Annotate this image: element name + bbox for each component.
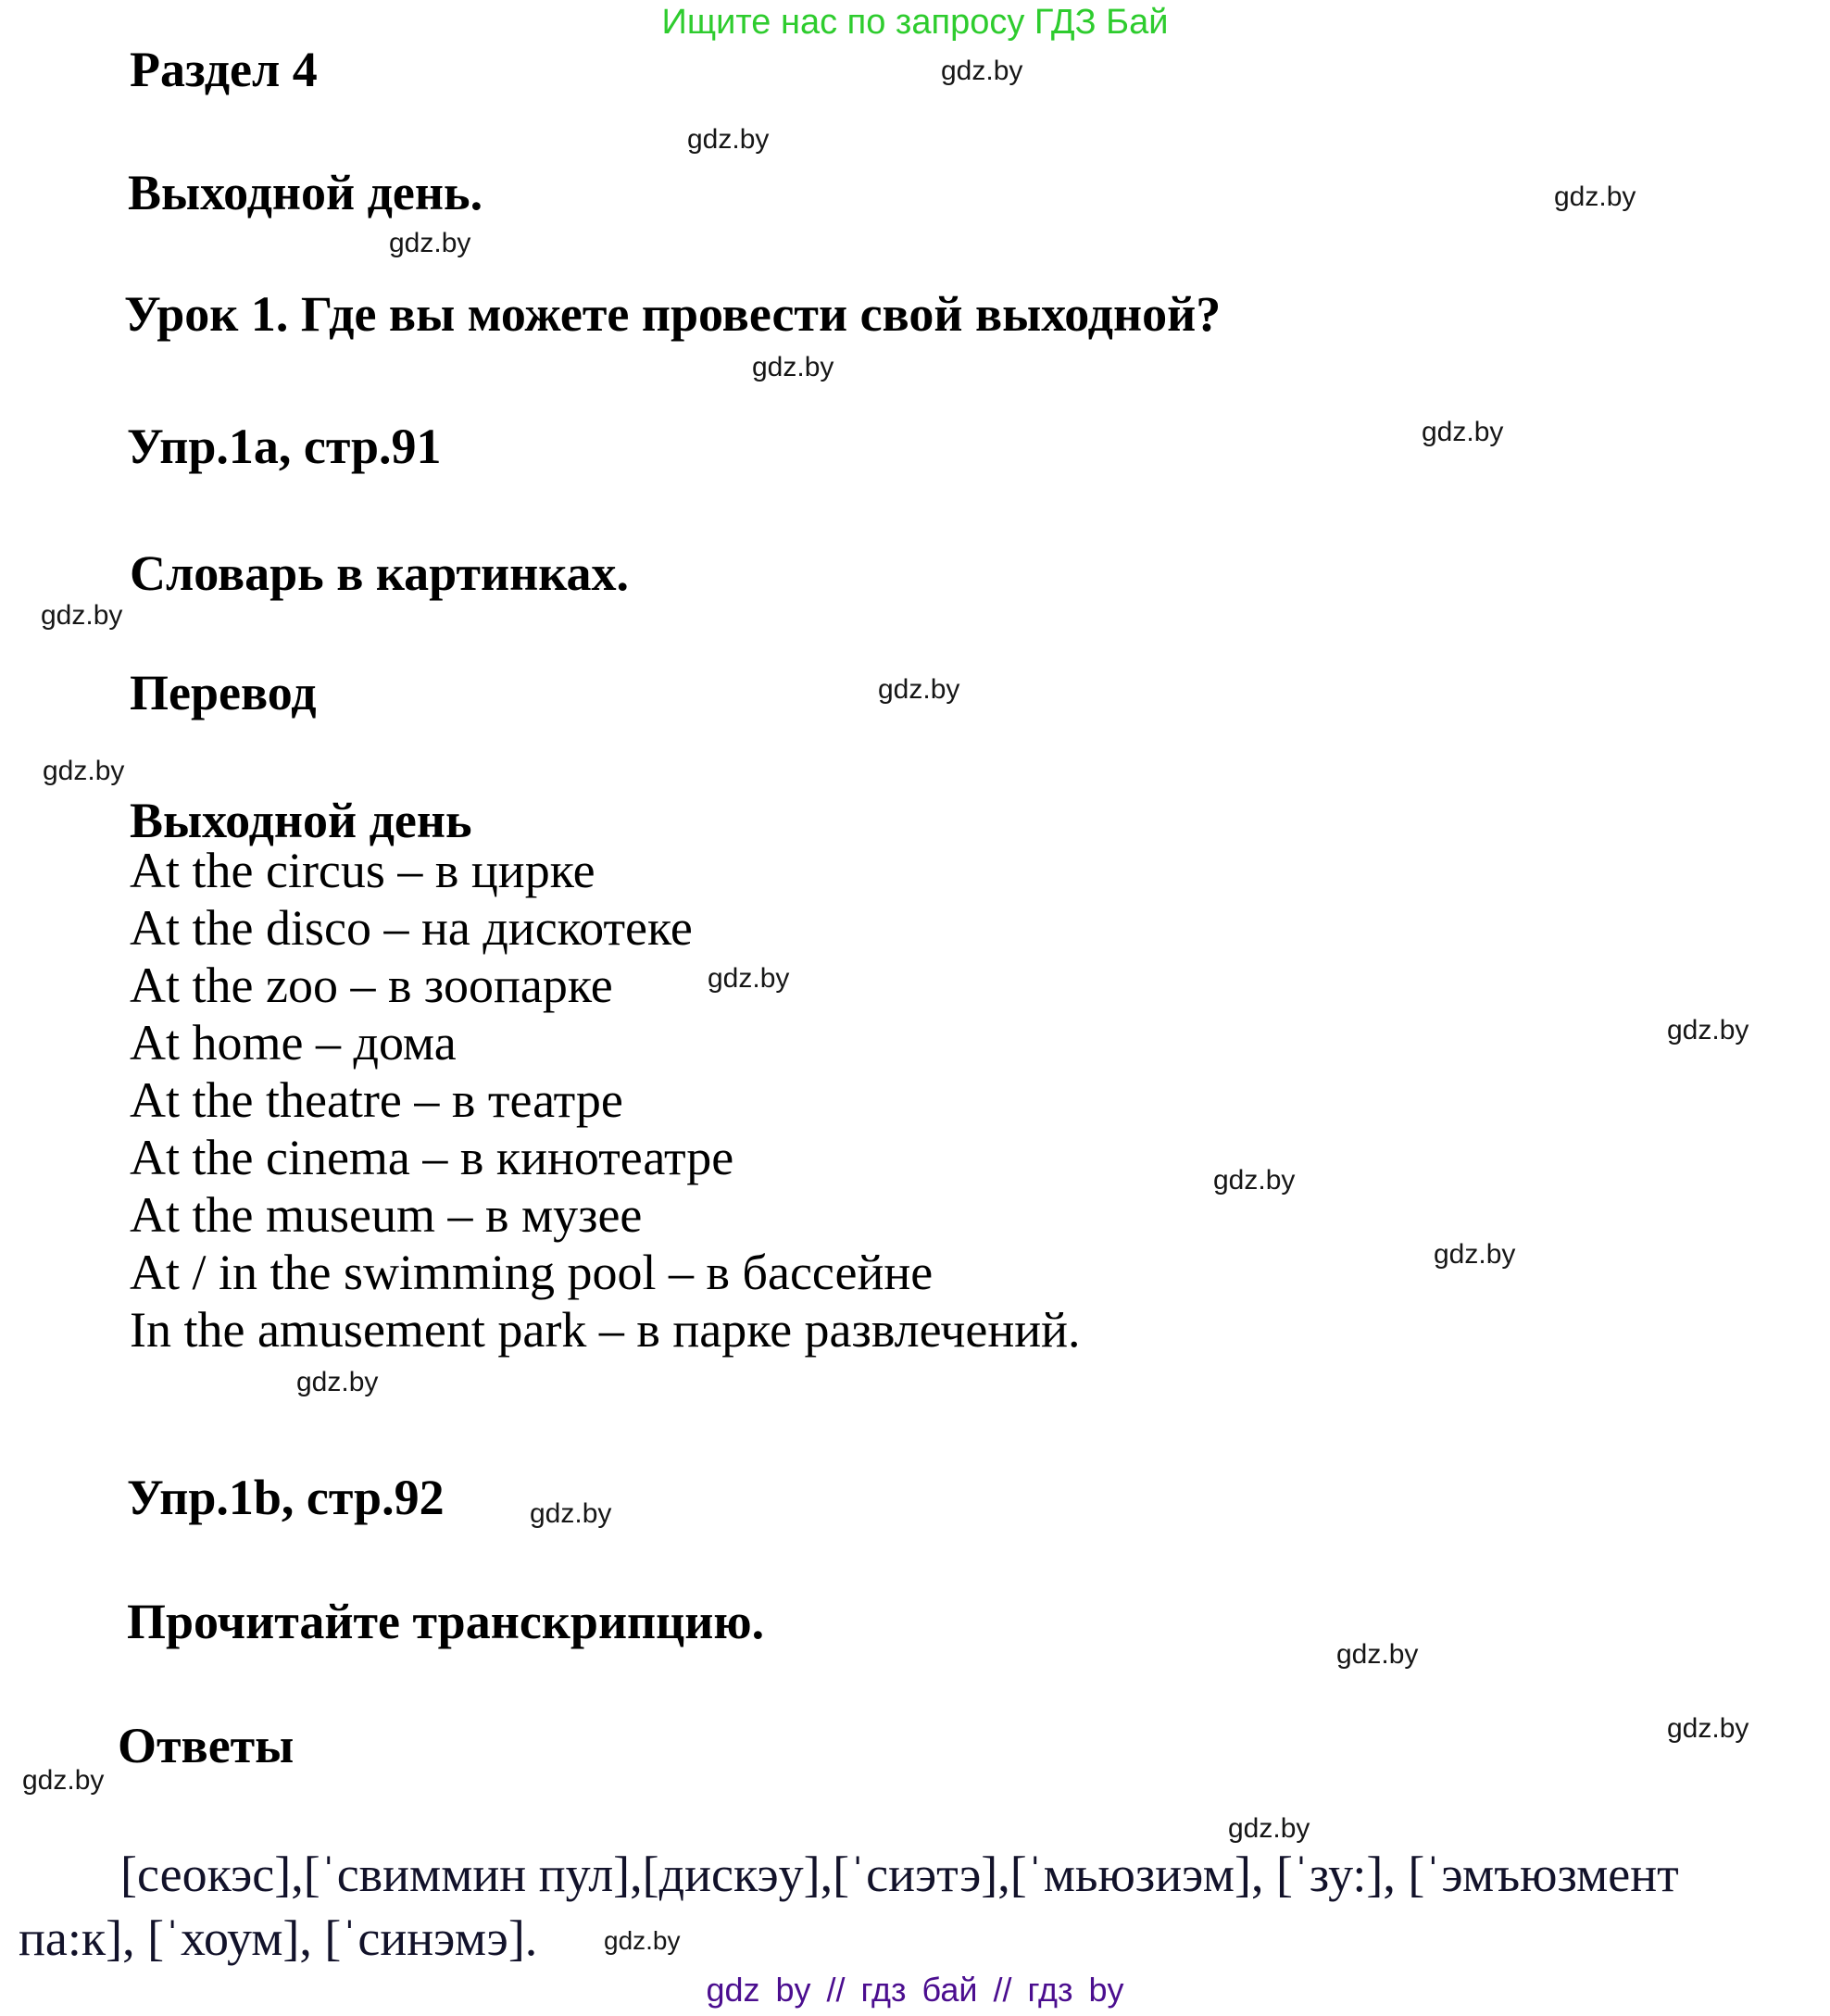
vocab-list-item: At / in the swimming pool – в бассейне <box>130 1245 934 1300</box>
exercise-1a-heading: Упр.1a, стр.91 <box>127 419 442 474</box>
gdz-watermark: gdz.by <box>389 228 471 258</box>
task-heading: Словарь в картинках. <box>130 545 630 601</box>
gdz-watermark: gdz.by <box>1336 1639 1419 1670</box>
gdz-watermark: gdz.by <box>1554 182 1636 212</box>
gdz-watermark: gdz.by <box>296 1367 379 1397</box>
vocab-title: Выходной день <box>130 793 472 848</box>
answers-heading: Ответы <box>118 1718 295 1773</box>
vocab-list-item: At the circus – в цирке <box>130 843 595 898</box>
gdz-watermark: gdz.by <box>878 674 960 705</box>
gdz-watermark: gdz.by <box>687 124 770 155</box>
gdz-watermark: gdz.by <box>1213 1165 1296 1196</box>
lesson-heading: Урок 1. Где вы можете провести свой выходной? <box>124 286 1222 342</box>
gdz-watermark: gdz.by <box>41 600 123 631</box>
gdz-watermark: gdz.by <box>1228 1813 1310 1844</box>
vocab-list-item: At the disco – на дискотеке <box>130 900 693 956</box>
gdz-watermark: gdz.by <box>1667 1713 1749 1744</box>
vocab-list-item: At home – дома <box>130 1015 457 1071</box>
vocab-list-item: At the theatre – в театре <box>130 1072 623 1128</box>
gdz-watermark: gdz.by <box>752 352 834 382</box>
vocab-list-item: At the cinema – в кинотеатре <box>130 1130 734 1185</box>
gdz-watermark: gdz.by <box>1434 1239 1516 1270</box>
gdz-watermark: gdz.by <box>530 1498 612 1529</box>
exercise-1b-heading: Упр.1b, стр.92 <box>127 1470 445 1525</box>
gdz-watermark: gdz.by <box>1422 417 1504 447</box>
vocab-list-item: At the zoo – в зоопарке <box>130 958 613 1013</box>
search-promo-banner: Ищите нас по запросу ГДЗ Бай <box>661 3 1169 42</box>
vocabulary-list <box>130 842 1081 1359</box>
gdz-watermark: gdz.by <box>941 56 1023 86</box>
translation-heading: Перевод <box>130 665 317 720</box>
gdz-watermark: gdz.by <box>708 963 790 994</box>
gdz-watermark: gdz.by <box>604 1926 681 1955</box>
gdz-watermark: gdz.by <box>22 1765 105 1796</box>
section-heading: Раздел 4 <box>130 42 318 97</box>
vocab-list-item: At the museum – в музее <box>130 1187 643 1243</box>
gdz-watermark: gdz.by <box>43 756 125 786</box>
task-2-heading: Прочитайте транскрипцию. <box>127 1594 765 1649</box>
site-footer-text: gdz by // гдз бай // гдз by <box>706 1971 1124 2009</box>
vocab-list-item: In the amusement park – в парке развлечений. <box>130 1302 1081 1358</box>
gdz-watermark: gdz.by <box>1667 1015 1749 1046</box>
transcription-line-2: па:к], [ˈхоум], [ˈсинэмэ]. <box>19 1910 538 1966</box>
transcription-line-1: [сеокэс],[ˈсвиммин пул],[дискэу],[ˈсиэтэ],[ˈмьюзиэм], [ˈзу:], [ˈэмъюзмент <box>120 1847 1679 1902</box>
section-title: Выходной день. <box>128 165 483 220</box>
